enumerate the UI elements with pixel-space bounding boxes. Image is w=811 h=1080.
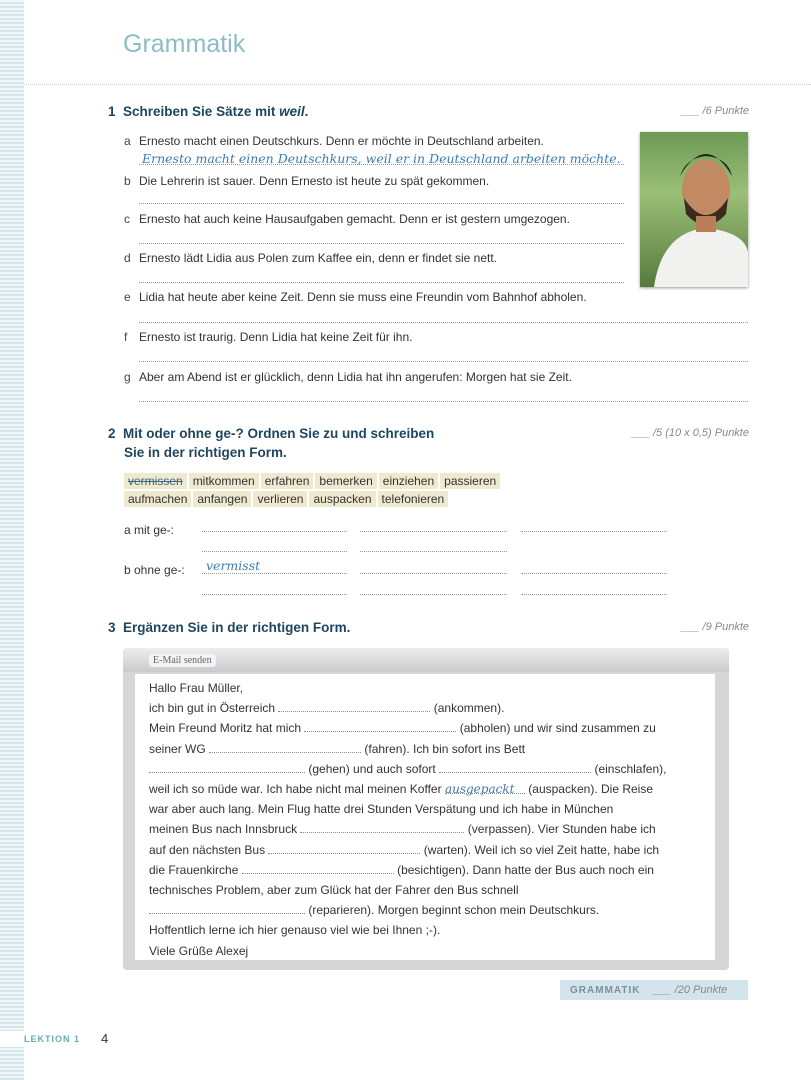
section-2-heading: 2 Mit oder ohne ge-? Ordnen Sie zu und schreiben bbox=[108, 426, 435, 441]
man-photo bbox=[640, 132, 748, 287]
blank[interactable] bbox=[304, 719, 456, 732]
answer-line[interactable] bbox=[360, 573, 507, 574]
word-chip: verlieren bbox=[253, 491, 307, 507]
item-letter: f bbox=[124, 330, 128, 344]
item-letter: g bbox=[124, 370, 131, 384]
blank[interactable] bbox=[149, 901, 305, 914]
answer-line[interactable] bbox=[139, 203, 624, 204]
answer-line[interactable] bbox=[521, 531, 667, 532]
section-2-heading-line2: Sie in der richtigen Form. bbox=[124, 445, 287, 460]
total-label: GRAMMATIK bbox=[570, 985, 641, 996]
lesson-label: LEKTION 1 bbox=[24, 1034, 81, 1044]
answer-line[interactable] bbox=[139, 322, 748, 323]
blank[interactable] bbox=[149, 760, 305, 773]
word-chip: vermissen bbox=[124, 473, 187, 489]
exercise-item-b bbox=[124, 174, 489, 188]
word-chip: anfangen bbox=[193, 491, 251, 507]
ohne-ge-answer: vermisst bbox=[206, 558, 261, 573]
item-a-answer: Ernesto macht einen Deutschkurs, weil er in Deutschland arbeiten möchte. bbox=[142, 151, 621, 166]
item-text: Ernesto hat auch keine Hausaufgaben gemacht. Denn er ist gestern umgezogen. bbox=[139, 212, 570, 226]
item-letter: e bbox=[124, 290, 131, 304]
exercise-item-f bbox=[124, 330, 412, 344]
answer-line[interactable] bbox=[202, 531, 347, 532]
answer-line[interactable] bbox=[521, 573, 667, 574]
word-chip: passieren bbox=[440, 473, 500, 489]
answer-line[interactable] bbox=[360, 531, 507, 532]
word-chip: einziehen bbox=[379, 473, 438, 489]
divider bbox=[24, 84, 811, 85]
filled-blank-answer: ausgepackt bbox=[445, 779, 525, 794]
answer-line[interactable] bbox=[521, 594, 667, 595]
answer-line[interactable] bbox=[360, 551, 507, 552]
section-1-heading: 1 Schreiben Sie Sätze mit weil. bbox=[108, 104, 309, 119]
item-text: Ernesto lädt Lidia aus Polen zum Kaffee ein, denn er findet sie nett. bbox=[139, 251, 498, 265]
page-edge-stripe bbox=[0, 0, 24, 1080]
send-email-button[interactable]: E-Mail senden bbox=[149, 654, 216, 667]
exercise-item-g bbox=[124, 370, 572, 384]
blank[interactable] bbox=[439, 760, 591, 773]
answer-line[interactable] bbox=[360, 594, 507, 595]
blank[interactable] bbox=[300, 820, 464, 833]
answer-line[interactable] bbox=[139, 282, 624, 283]
item-text: Lidia hat heute aber keine Zeit. Denn sie muss eine Freundin vom Bahnhof abholen. bbox=[139, 290, 587, 304]
page-title: Grammatik bbox=[123, 30, 246, 58]
total-points-box bbox=[560, 980, 748, 1000]
item-letter: d bbox=[124, 251, 131, 265]
item-letter: a bbox=[124, 134, 131, 148]
answer-line[interactable] bbox=[139, 243, 624, 244]
email-body: Hallo Frau Müller, ich bin gut in Österreich (ankommen). Mein Freund Moritz hat mich (abholen) und wir sind zusammen zu seiner WG (fahren). Ich bin sofort ins Bett (gehen) und auch sofort (einschlafen), weil ich so müde war. Ich habe nicht mal meinen Koffer ausgepackt (auspacken). Die Reise war aber auch lang. Mein Flug hatte drei Stunden Verspätung und ich habe in München meinen Bus nach Innsbruck (verpassen). Vier Stunden habe ich auf den nächsten Bus (warten). Weil ich so viel Zeit hatte, habe ich die Frauenkirche (besichtigen). Dann hatte der Bus auch noch ein technisches Problem, aber zum Glück hat der Fahrer den Bus schnell (reparieren). Morgen beginnt schon mein Deutschkurs. Hoffentlich lerne ich hier genauso viel wie bei Ihnen ;-). Viele Grüße Alexej bbox=[135, 674, 715, 960]
section-1-points: ___ /6 Punkte bbox=[681, 105, 749, 117]
word-box-row-2 bbox=[124, 491, 450, 507]
blank[interactable] bbox=[268, 841, 420, 854]
email-window bbox=[123, 648, 729, 970]
answer-line[interactable] bbox=[139, 361, 748, 362]
word-chip: auspacken bbox=[309, 491, 375, 507]
exercise-item-d bbox=[124, 251, 497, 265]
total-points: ___ /20 Punkte bbox=[653, 984, 728, 996]
item-letter: b bbox=[124, 174, 131, 188]
word-chip: aufmachen bbox=[124, 491, 191, 507]
ohne-ge-label: b ohne ge-: bbox=[124, 563, 185, 577]
word-chip: bemerken bbox=[315, 473, 376, 489]
word-box-row-1 bbox=[124, 473, 502, 489]
blank[interactable] bbox=[209, 740, 361, 753]
email-toolbar bbox=[123, 648, 729, 672]
item-text: Ernesto ist traurig. Denn Lidia hat keine Zeit für ihn. bbox=[139, 330, 413, 344]
page-number: 4 bbox=[101, 1031, 109, 1046]
exercise-item-e bbox=[124, 290, 587, 304]
answer-line[interactable] bbox=[202, 573, 347, 574]
answer-line[interactable] bbox=[202, 594, 347, 595]
item-text: Aber am Abend ist er glücklich, denn Lidia hat ihn angerufen: Morgen hat sie Zeit. bbox=[139, 370, 572, 384]
blank[interactable] bbox=[278, 699, 430, 712]
word-chip: mitkommen bbox=[189, 473, 259, 489]
blank[interactable] bbox=[242, 861, 394, 874]
exercise-item-a bbox=[124, 134, 544, 148]
word-chip: erfahren bbox=[261, 473, 314, 489]
item-letter: c bbox=[124, 212, 130, 226]
item-text: Die Lehrerin ist sauer. Denn Ernesto ist heute zu spät gekommen. bbox=[139, 174, 490, 188]
section-3-heading: 3 Ergänzen Sie in der richtigen Form. bbox=[108, 620, 351, 635]
item-text: Ernesto macht einen Deutschkurs. Denn er möchte in Deutschland arbeiten. bbox=[139, 134, 544, 148]
section-3-points: ___ /9 Punkte bbox=[681, 621, 749, 633]
answer-line[interactable] bbox=[202, 551, 347, 552]
answer-line[interactable] bbox=[139, 401, 748, 402]
section-2-points: ___ /5 (10 x 0,5) Punkte bbox=[631, 427, 749, 439]
word-chip: telefonieren bbox=[378, 491, 449, 507]
mit-ge-label: a mit ge-: bbox=[124, 523, 175, 537]
exercise-item-c bbox=[124, 212, 570, 226]
